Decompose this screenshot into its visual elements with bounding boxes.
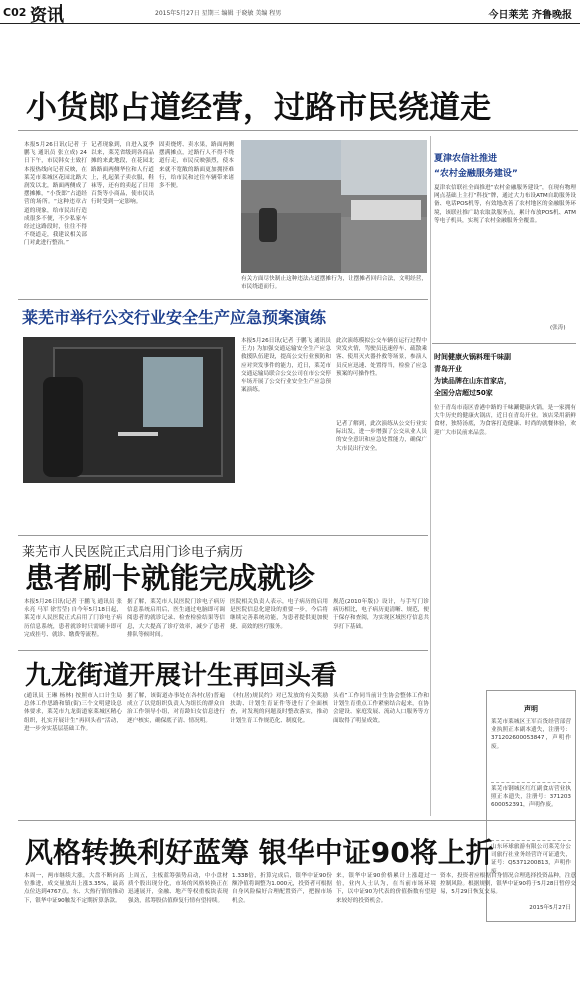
story4-lead: (通讯员 王琳 杨林) 按照市人口计生局总体工作思路和镇(街)三个文明建设总体要求，莱芜市九龙街道家莱城区精心组织，扎实开展计生“再回头看”活动，进一步夯实基层基础工作。: [24, 693, 122, 732]
notice-item: 山东环球旅游有限公司莱芜分公司旅行社业务经营许可证遗失，证号：Q5371200813，声明作废。: [491, 840, 571, 902]
sidebar-title: 青岛开业: [434, 365, 462, 373]
story2-headline: 莱芜市举行公交行业安全生产应急预案演练: [22, 308, 327, 327]
story5-body: 资本，投资者应根据自身情况合理选择投资品种，注意控制风险。根据规则，银华中证90将于5月28日暂停交易，5月29日恢复交易。: [440, 873, 576, 896]
sidebar-title: 夏津农信社推进: [434, 154, 498, 164]
story3-body: 规范(2010年版)》设计，与手写门诊病历相比，电子病历更清晰、规范，便于保存和查阅，为实现区域医疗信息共享打下基础。: [333, 599, 429, 630]
street-vendor-photo: [241, 140, 341, 273]
sidebar-subtitle: “农村金融服务建设”: [434, 169, 518, 179]
story3-kicker: 莱芜市人民医院正式启用门诊电子病历: [22, 545, 244, 560]
notice-item: 莱芜市钢城区红红副食店营业执照正本遗失，注册号：371203600052391，声明作废。: [491, 782, 571, 838]
story5-body: 来，银华中证90价格累计上涨超过一倍，业内人士认为，在当前市场环境下，以中证90为代表的价值指数有望迎来较好的投资机会。: [336, 873, 436, 904]
bus-drill-photo: [23, 337, 235, 483]
story4-body: 据了解，该街道办事处在各村(居)普遍成立了以党组织负责人为组长的群众自治工作领导小组，对育龄妇女信息进行逐户核实，确保底子清、情况明。: [127, 693, 225, 724]
notice-title: 声明: [524, 705, 538, 713]
page-code: C02: [3, 6, 27, 19]
notice-item: 莱芜市莱城区王军百货经营部营业执照正本副本遗失，注册号：371202600053847，声明作废。: [491, 719, 571, 750]
story3-body: 据了解，莱芜市人民医院门诊电子病历信息系统启用后，医生通过电脑即可调阅患者的就诊记录、检查检验结果等信息，大大提高了诊疗效率，减少了患者排队等候时间。: [127, 599, 225, 638]
issue-meta: 2015年5月27日 星期三 编辑 于晓敏 美编 程男: [155, 10, 282, 17]
sidebar-body: 夏津农信联社全面推进“农村金融服务建设”，在现有物理网点基础上主打“科技”牌，通过大力布设ATM自助服务设备、电话POS机等，有效地改善了农村地区的金融服务环境，该联社推广助农取款服务点，累计布放POS机、ATM等电子机具，实现了农村金融服务全覆盖。: [434, 185, 576, 224]
story1-body: 记者现象到，自进入夏季以来，莱芜省级到各商品摊的来此地段，在花园北路路面两侧华位和人行道上，扎起架子卖衣服，鞋袜等，还有的卖起了日用百货等小商品，使市民出行时受到一定影响。: [91, 142, 154, 206]
rule: [18, 130, 578, 131]
sidebar-title: 为读品牌在山东首家店，: [434, 377, 511, 385]
story5-headline: 风格转换利好蓝筹 银华中证90将上折: [25, 836, 494, 869]
newspaper-brand: 今日莱芜 齐鲁晚报: [488, 10, 572, 21]
sidebar-title: 时间健康火锅料理千味副: [434, 353, 511, 361]
story4-body: 头看”工作同当前计生协会整体工作和计划生育重点工作紧密结合起来，在协会建设、家庭发展、流动人口服务等方面取得了明显成效。: [333, 693, 429, 724]
story5-body: 上周五，主板蓝筹强势启动，中小盘材质个股出现分化，市场的风格转换正在迅速展开，金融、地产等权重板块表现强劲，蓝筹股估值修复行情有望持续。: [128, 873, 228, 904]
story3-body: 医院相关负责人表示，电子病历的启用是医院信息化建设的重要一步，今后将继续完善系统功能，为患者提供更加便捷、高效的医疗服务。: [230, 599, 328, 630]
story1-lead: 本报5月26日讯(记者 于鹏飞 通讯员 张立成) 24日下午，市民韩女士致打本报热线向记者反映，在莱芜市莱城区花园北路大润发以北，路面两侧成了摆摊摊，“小货郎”占道经营的场所。“这种违章占道的现象，给市民出行造成很多不便，不少私家车经过这路段时，往往不得不绕道走，我建议相关部门对此进行整治。”: [24, 142, 87, 247]
sidebar-body: 位于青岛市南区香港中路的千味涮健康火锅，是一家拥有大牛历史的健康火锅店，近日在青岛开业。该店采用新鲜食材，独特汤底，为食客打造健康、时尚的就餐体验，欢迎广大市民前来品尝。: [434, 405, 576, 436]
story5-body: 1.338倍，折算完成后，银华中证90份额净值将调整为1.000元，投资者可根据自身风险偏好合理配置资产，把握市场机会。: [232, 873, 332, 904]
notice-date: 2015年5月27日: [529, 905, 571, 911]
section-title: 资讯: [30, 6, 64, 26]
sidebar-title: 全国分店超过50家: [434, 389, 493, 397]
story3-headline: 患者刷卡就能完成就诊: [25, 561, 316, 595]
street-vendor-photo: [341, 140, 427, 273]
story4-body: 《村(居)规民约》对已发放的有关奖励扶助、计划生育证件等进行了全面核查，对发现的问题及时整改落实，推动计划生育工作规范化、制度化。: [230, 693, 328, 724]
story4-headline: 九龙街道开展计生再回头看: [25, 661, 338, 691]
story2-body: 此次演练模拟公交车辆在运行过程中突发火情，驾驶员迅速停车、疏散乘客、使用灭火器扑救等场景，参演人员反应迅速、处置得当，检验了应急预案的可操作性。: [336, 338, 427, 377]
story1-caption: 有关方面尽快制止这种违法占道摆摊行为，让摆摊者回归合法，文明经营，市民绕道而行。: [241, 276, 427, 291]
sidebar-author: (张涛): [550, 325, 566, 331]
story1-headline: 小货郎占道经营，过路市民绕道走: [26, 90, 491, 126]
story3-lead: 本报5月26日讯(记者 于鹏飞 通讯员 张永亮 马军 徐雪莹) 自今年5月18日起，莱芜市人民医院正式启用了门诊电子病历信息系统，患者就诊时只需刷卡即可完成挂号、就诊、缴费等流程。: [24, 599, 122, 638]
story5-lead: 本周一，两市继续大涨，大盘不断向高位推进，成交量放出上涨3.35%，最高点位达到4767点，东、大热行情的推动下，银华中证90触发不定期折算条款。: [24, 873, 124, 904]
story2-lead: 本报5月26日讯(记者 于鹏飞 通讯员 王力) 为加强交通运输安全生产应急救援队伍建设，提高公交行业预防和应对突发事件的能力，近日，莱芜市交通运输局联合公交公司在市公交停车场开展了公交行业安全生产应急预案演练。: [241, 338, 331, 394]
story2-body: 记者了解到，此次演练从公交行业实际出发，进一步增强了公交从业人员的安全意识和应急处置能力，确保广大市民出行安全。: [336, 421, 427, 452]
story1-body: 固卖烧烤、卖水果，路面两侧摆满摊点，过路行人不得不绕道行走，市民反映强烈，使本来就不宽敞的路面更加拥挤难行，给市民和过往车辆带来诸多不便。: [159, 142, 234, 190]
page-header: [0, 0, 580, 24]
